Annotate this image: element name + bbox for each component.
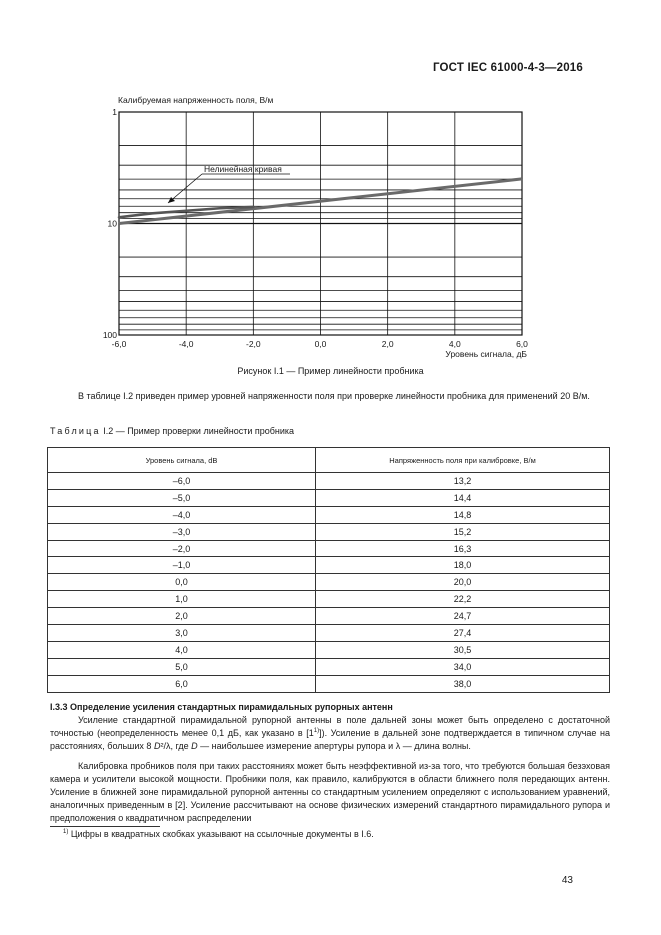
intro-paragraph — [50, 390, 610, 403]
p2-var-d2: D — [191, 741, 198, 751]
footnote-ref: 1) — [313, 728, 320, 734]
table-row — [48, 506, 610, 523]
table-row — [48, 574, 610, 591]
footnote — [63, 829, 374, 839]
cell-field-strength: 34,0 — [316, 658, 610, 675]
p2-part-f: — наибольшее измерение апертуры рупора и λ — длина волны. — [197, 741, 471, 751]
cell-signal-level: 2,0 — [48, 608, 316, 625]
col-header-field: Напряженность поля при калибровке, В/м — [316, 448, 610, 473]
cell-field-strength: 38,0 — [316, 675, 610, 692]
cell-signal-level: –3,0 — [48, 523, 316, 540]
x-tick-label: 6,0 — [516, 339, 528, 349]
cell-field-strength: 15,2 — [316, 523, 610, 540]
x-tick-label: 2,0 — [381, 339, 394, 349]
footnote-text: Цифры в квадратных скобках указывают на ссылочные документы в I.6. — [68, 829, 374, 839]
calibration-chart — [0, 0, 661, 365]
y-tick-label: 100 — [102, 330, 117, 340]
table-row — [48, 658, 610, 675]
cell-signal-level: –5,0 — [48, 489, 316, 506]
cell-signal-level: 1,0 — [48, 591, 316, 608]
page-number: 43 — [561, 875, 573, 886]
table-row — [48, 625, 610, 642]
p2-part-d: ²/λ, где — [160, 741, 192, 751]
p2-part-a: Усиление стандартной пирамидальной рупорной антенны в поле дальней зоны может быть определено с достаточной точностью (неопределенность менее 0,1 дБ, как указано в [1 — [50, 715, 610, 738]
table-row — [48, 523, 610, 540]
x-tick-label: -4,0 — [178, 339, 194, 349]
footnote-separator — [50, 826, 160, 827]
table-title — [50, 426, 294, 436]
x-tick-label: -2,0 — [246, 339, 261, 349]
cell-signal-level: –1,0 — [48, 557, 316, 574]
table-row — [48, 473, 610, 490]
p3-text: Калибровка пробников поля при таких расстояниях может быть неэффективной из-за того, что требуются большая безэховая камера и усилители высокой мощности. Пробники поля, как правило, калибруются в области ближнего поля передающих антенн. Усиление в ближней зоне пирамидальной рупорной антенны со стандартным усилением определяют с использованием уравнений, аналогичных приведенным в [2]. Усиление рассчитывают на основе физических измерений стандартного пирамидального рупора и предположения о квадратичном распределении — [50, 761, 610, 823]
table-row — [48, 540, 610, 557]
x-tick-label: 4,0 — [448, 339, 461, 349]
table-row — [48, 591, 610, 608]
paragraph-calibration — [50, 760, 610, 825]
document-id-header: ГОСТ IEC 61000-4-3—2016 — [432, 62, 583, 74]
cell-field-strength: 30,5 — [316, 641, 610, 658]
table-row — [48, 675, 610, 692]
table-row — [48, 641, 610, 658]
table-title-word: Таблица — [50, 426, 101, 436]
cell-field-strength: 20,0 — [316, 574, 610, 591]
cell-field-strength: 27,4 — [316, 625, 610, 642]
cell-signal-level: –4,0 — [48, 506, 316, 523]
x-tick-label: -6,0 — [111, 339, 127, 349]
table-header-row — [48, 448, 610, 473]
intro-text: В таблице I.2 приведен пример уровней напряженности поля при проверке линейности пробника для применений 20 В/м. — [78, 391, 590, 401]
table-row — [48, 608, 610, 625]
table-body — [48, 473, 610, 693]
y-tick-label: 1 — [112, 107, 117, 117]
cell-signal-level: 0,0 — [48, 574, 316, 591]
table-title-rest: I.2 — Пример проверки линейности пробника — [100, 426, 295, 436]
x-tick-label: 0,0 — [314, 339, 327, 349]
cell-signal-level: 6,0 — [48, 675, 316, 692]
y-axis-label: Калибруемая напряженность поля, В/м — [118, 95, 274, 105]
cell-signal-level: 3,0 — [48, 625, 316, 642]
chart-grid — [119, 112, 522, 335]
cell-field-strength: 14,8 — [316, 506, 610, 523]
section-heading: I.3.3 Определение усиления стандартных пирамидальных рупорных антенн — [50, 702, 393, 712]
cell-field-strength: 22,2 — [316, 591, 610, 608]
tick-labels — [103, 107, 528, 349]
figure-caption: Рисунок I.1 — Пример линейности пробника — [237, 366, 424, 376]
y-tick-label: 10 — [107, 218, 117, 229]
probe-linearity-table — [47, 447, 610, 693]
cell-field-strength: 14,4 — [316, 489, 610, 506]
nonlinear-curve-annotation: Нелинейная кривая — [204, 164, 282, 174]
p2-part-b: ]). Усиление в дальней зоне подтверждается в типичном случае на расстояниях, больших 8 — [50, 728, 610, 751]
cell-signal-level: –2,0 — [48, 540, 316, 557]
cell-field-strength: 16,3 — [316, 540, 610, 557]
cell-signal-level: –6,0 — [48, 473, 316, 490]
cell-field-strength: 18,0 — [316, 557, 610, 574]
col-header-signal: Уровень сигнала, dB — [48, 448, 316, 473]
x-axis-label: Уровень сигнала, дБ — [445, 349, 527, 359]
p2-var-d: D — [153, 741, 161, 751]
cell-field-strength: 13,2 — [316, 473, 610, 490]
paragraph-gain — [50, 714, 610, 753]
cell-signal-level: 5,0 — [48, 658, 316, 675]
cell-signal-level: 4,0 — [48, 641, 316, 658]
table-row — [48, 489, 610, 506]
table-row — [48, 557, 610, 574]
footnote-mark: 1) — [63, 829, 69, 835]
cell-field-strength: 24,7 — [316, 608, 610, 625]
